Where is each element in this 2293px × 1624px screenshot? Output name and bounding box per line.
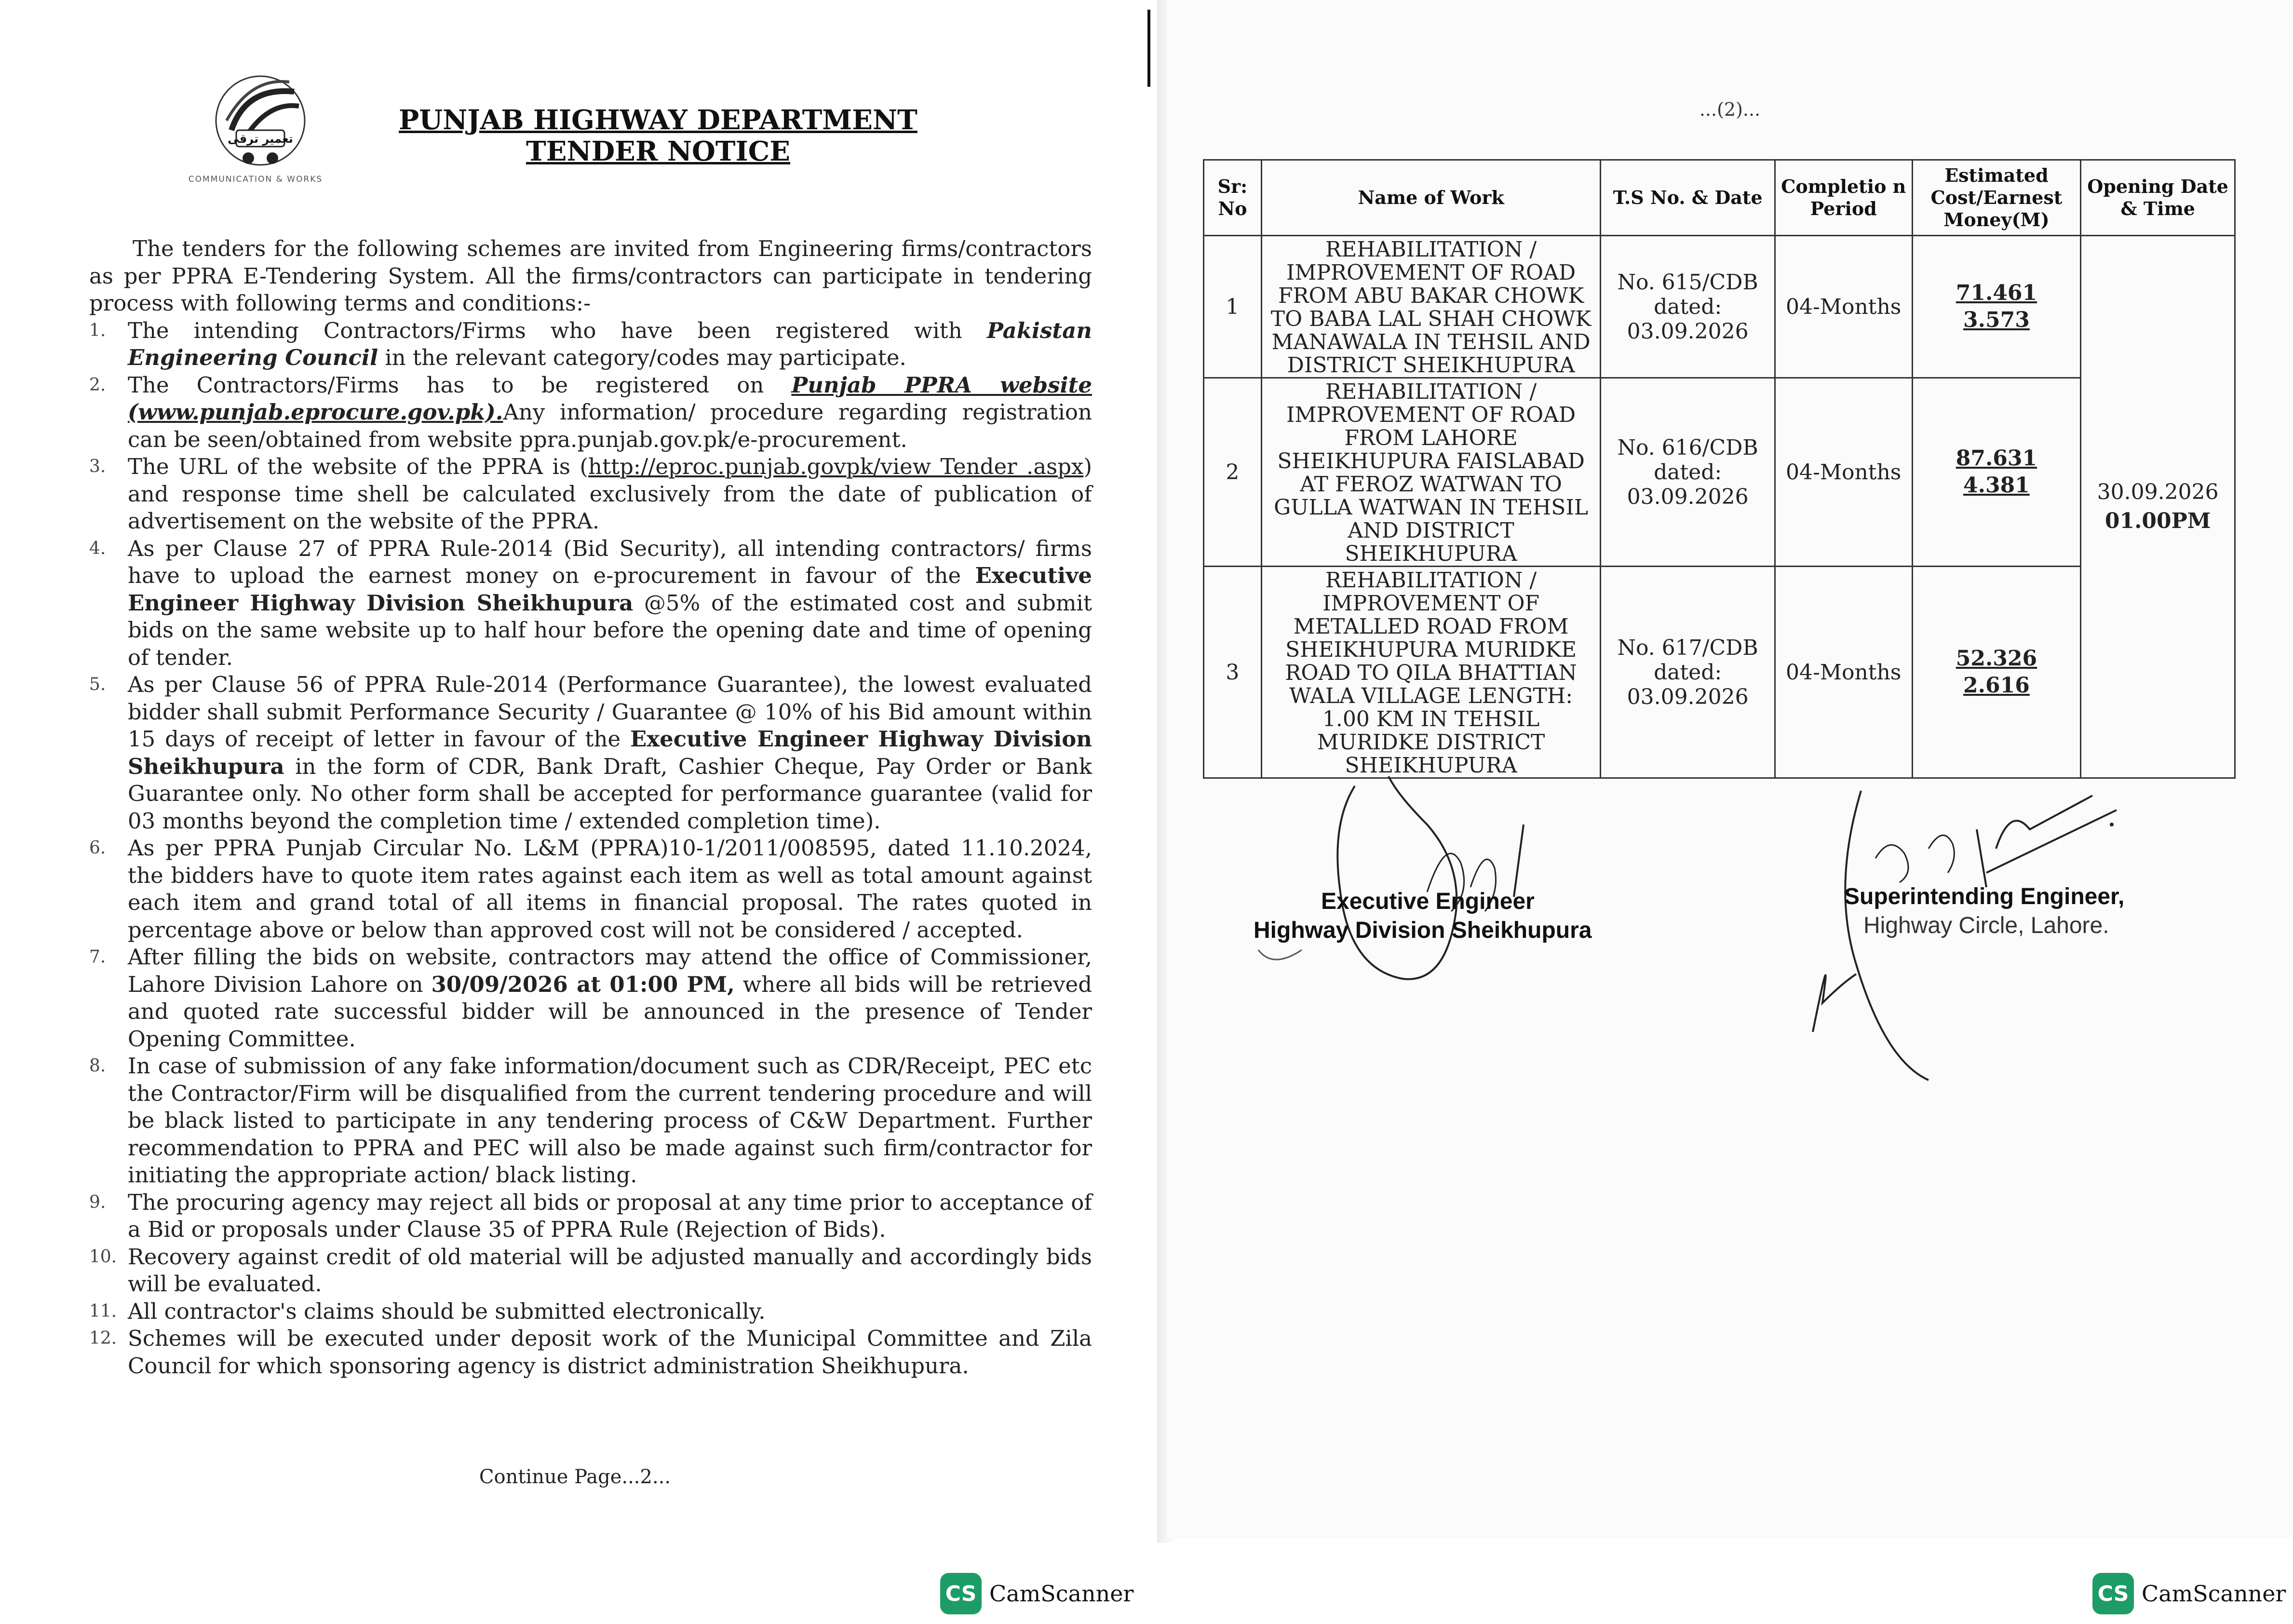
ts-dated-label: dated: [1654,294,1722,319]
condition-item [89,317,1092,372]
estimated-cost: 52.326 [1956,646,2037,671]
cell-cost [1912,567,2081,778]
header-completion-period: Completio n Period [1775,160,1912,236]
condition-number: 2. [89,375,106,395]
cell-opening-date-time [2081,236,2235,778]
earnest-money: 4.381 [1963,473,2030,498]
table-row [1204,236,2235,378]
ppra-url-link[interactable]: http://eproc.punjab.govpk/view Tender .aspx [588,454,1084,479]
ts-dated-label: dated: [1654,660,1722,685]
condition-text: in the form of CDR, Bank Draft, Cashier Cheque, Pay Order or Bank Guarantee only. No other form shall be accepted for performance guarantee (valid for 03 months beyond the completion time / extended completion time). [128,753,1092,834]
condition-item [89,372,1092,454]
camscanner-logo-icon: CS [2092,1573,2134,1614]
opening-time: 01.00PM [2104,509,2211,533]
tender-schemes-table [1203,159,2236,779]
header-ts-no: T.S No. & Date [1601,160,1775,236]
cell-sr: 3 [1204,567,1262,778]
signatory-office: Highway Circle, Lahore. [1863,913,2109,938]
condition-emphasis: Executive Engineer Highway Division Sheikhupura [128,563,1092,616]
logo-caption: COMMUNICATION & WORKS [188,175,323,184]
camscanner-watermark [2092,1572,2286,1615]
condition-item [89,1244,1092,1298]
condition-number: 8. [89,1056,106,1076]
ppra-website-link[interactable]: Punjab PPRA website (www.punjab.eprocure.gov.pk). [128,372,1092,425]
condition-text: The intending Contractors/Firms who have been registered with [128,317,987,343]
condition-item [89,1325,1092,1380]
cell-ts [1601,567,1775,778]
camscanner-logo-icon: CS [940,1573,982,1614]
camscanner-label: CamScanner [2142,1581,2286,1607]
condition-item [89,453,1092,535]
condition-text: @5% of the estimated cost and submit bids on the same website up to half hour before the opening date and time of opening of tender. [128,590,1092,670]
condition-number: 12. [89,1328,117,1348]
condition-emphasis: Executive Engineer Highway Division Sheikhupura [128,726,1092,779]
condition-text: As per Clause 56 of PPRA Rule-2014 (Performance Guarantee), the lowest evaluated bidder shall submit Performance Security / Guarantee @ 10% of his Bid amount within 15 days of receipt of letter in favour of the [128,672,1092,752]
condition-text: ) and response time shell be calculated exclusively from the date of publication of advertisement on the website of the PPRA. [128,454,1092,534]
executive-engineer-signature-block [1254,887,1592,945]
header-estimated-cost: Estimated Cost/Earnest Money(M) [1912,160,2081,236]
cell-cost [1912,236,2081,378]
condition-number: 3. [89,457,106,476]
earnest-money: 2.616 [1963,673,2030,698]
table-row [1204,567,2235,778]
page-one [0,0,1150,1538]
condition-text: where all bids will be retrieved and quoted rate successful bidder will be announced in the presence of Tender Opening Committee. [128,971,1092,1052]
cell-ts [1601,236,1775,378]
page-number: ...(2)... [1699,99,1761,120]
condition-text: Recovery against credit of old material will be adjusted manually and accordingly bids will be evaluated. [128,1244,1092,1297]
ts-number: No. 615/CDB [1617,270,1758,295]
signatory-office: Highway Division Sheikhupura [1254,918,1592,943]
condition-text: All contractor's claims should be submitted electronically. [128,1298,766,1324]
ts-date: 03.09.2026 [1627,319,1749,344]
condition-text: The URL of the website of the PPRA is ( [128,454,588,479]
condition-text: As per PPRA Punjab Circular No. L&M (PPRA)10-1/2011/008595, dated 11.10.2024, the bidders have to quote item rates against each item as well as total amount against each item and grand total of all items in financial proposal. The rates quoted in percentage above or below than approved cost will not be considered / accepted. [128,835,1092,943]
cell-period: 04-Months [1775,378,1912,567]
condition-item [89,1298,1092,1326]
condition-emphasis: Pakistan Engineering Council [128,317,1092,370]
cw-emblem-icon [212,72,309,169]
condition-number: 9. [89,1192,106,1212]
notice-title: PUNJAB HIGHWAY DEPARTMENT [399,104,917,136]
estimated-cost: 71.461 [1956,281,2037,305]
table-row [1204,378,2235,567]
superintending-engineer-signature-block [1844,882,2124,940]
ts-date: 03.09.2026 [1627,484,1749,509]
condition-item [89,835,1092,944]
notice-subtitle: TENDER NOTICE [526,135,790,167]
conditions-list [89,317,1092,1380]
condition-number: 10. [89,1246,117,1267]
condition-number: 5. [89,675,106,694]
condition-text: Any information/ procedure regarding registration can be seen/obtained from website ppra.punjab.gov.pk/e-procurement. [128,399,1092,452]
earnest-money: 3.573 [1963,308,2030,332]
executive-engineer-signature-icon [1244,767,1630,993]
condition-text: As per Clause 27 of PPRA Rule-2014 (Bid Security), all intending contractors/ firms have to upload the earnest money on e-procurement in favour of the [128,535,1092,588]
page-divider [1147,10,1150,87]
condition-text: The Contractors/Firms has to be registered on [128,372,792,398]
ts-date: 03.09.2026 [1627,684,1749,709]
condition-item [89,944,1092,1053]
header-opening-date: Opening Date & Time [2081,160,2235,236]
condition-number: 11. [89,1301,117,1321]
notice-body [89,235,1092,1380]
ts-dated-label: dated: [1654,460,1722,485]
condition-text: The procuring agency may reject all bids or proposal at any time prior to acceptance of a Bid or proposals under Clause 35 of PPRA Rule (Rejection of Bids). [128,1189,1092,1242]
condition-text: In case of submission of any fake information/document such as CDR/Receipt, PEC etc the Contractor/Firm will be disqualified from the current tendering procedure and will be black listed to participate in any tendering process of C&W Department. Further recommendation to PPRA and PEC will also be made against such firm/contractor for initiating the appropriate action/ black listing. [128,1053,1092,1188]
table-header-row [1204,160,2235,236]
continue-page-note: Continue Page...2... [479,1466,671,1488]
cell-cost [1912,378,2081,567]
cell-ts [1601,378,1775,567]
condition-item [89,1189,1092,1244]
condition-emphasis: 30/09/2026 at 01:00 PM, [431,971,735,997]
cell-sr: 1 [1204,236,1262,378]
signatory-title: Superintending Engineer, [1844,884,2125,909]
condition-text: Schemes will be executed under deposit work of the Municipal Committee and Zila Council for which sponsoring agency is district administration Sheikhupura. [128,1326,1092,1379]
department-logo [159,72,352,193]
page-two [1167,0,2293,1538]
opening-date: 30.09.2026 [2097,480,2219,504]
header-name-of-work: Name of Work [1261,160,1601,236]
condition-text: in the relevant category/codes may participate. [378,345,906,370]
cell-work: REHABILITATION / IMPROVEMENT OF ROAD FROM LAHORE SHEIKHUPURA FAISLABAD AT FEROZ WATWAN TO GULLA WATWAN IN TEHSIL AND DISTRICT SHEIKHUPURA [1261,378,1601,567]
cell-work: REHABILITATION / IMPROVEMENT OF ROAD FROM ABU BAKAR CHOWK TO BABA LAL SHAH CHOWK MANAWALA IN TEHSIL AND DISTRICT SHEIKHUPURA [1261,236,1601,378]
intro-paragraph: The tenders for the following schemes are invited from Engineering firms/contractors as per PPRA E-Tendering System. All the firms/contractors can participate in tendering process with following terms and conditions:- [89,236,1092,316]
condition-number: 1. [89,320,106,340]
cell-work: REHABILITATION / IMPROVEMENT OF METALLED ROAD FROM SHEIKHUPURA MURIDKE ROAD TO QILA BHATTIAN WALA VILLAGE LENGTH: 1.00 KM IN TEHSIL MURIDKE DISTRICT SHEIKHUPURA [1261,567,1601,778]
condition-item [89,535,1092,672]
header-sr-no: Sr: No [1204,160,1262,236]
camscanner-label: CamScanner [989,1581,1134,1607]
condition-item [89,671,1092,835]
cell-period: 04-Months [1775,567,1912,778]
signatory-title: Executive Engineer [1321,889,1535,914]
camscanner-watermark [940,1572,1133,1615]
cell-sr: 2 [1204,378,1262,567]
condition-number: 4. [89,538,106,558]
condition-number: 7. [89,947,106,967]
logo-urdu-text: تعمیر ترقی [228,132,293,146]
ts-number: No. 616/CDB [1617,435,1758,460]
condition-item [89,1053,1092,1189]
condition-text: After filling the bids on website, contractors may attend the office of Commissioner, Lahore Division Lahore on [128,944,1092,997]
cell-period: 04-Months [1775,236,1912,378]
condition-number: 6. [89,838,106,858]
ts-number: No. 617/CDB [1617,635,1758,660]
estimated-cost: 87.631 [1956,446,2037,471]
